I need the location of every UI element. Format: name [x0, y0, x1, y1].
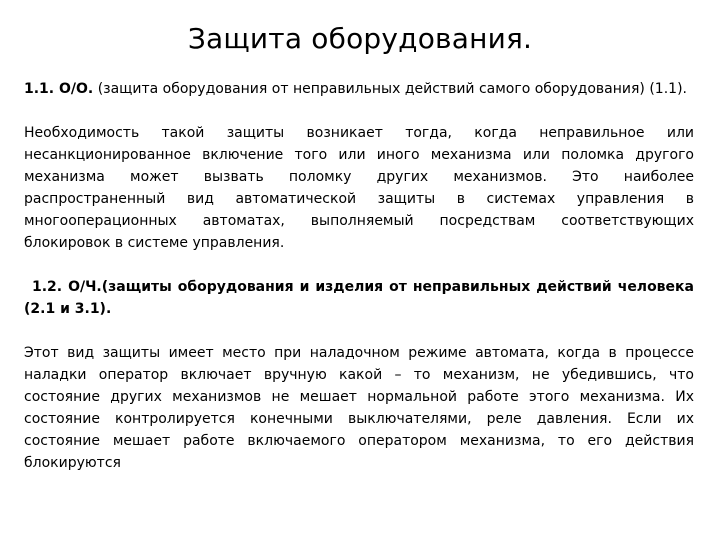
section-1-2-heading: 1.2. О/Ч.(защиты оборудования и изделия от неправильных действий человека (2.1 и 3.1).: [24, 279, 694, 317]
section-1-1-text: (защита оборудования от неправильных действий самого оборудования) (1.1).: [97, 81, 687, 97]
paragraph-1: Необходимость такой защиты возникает тогда, когда неправильное или несанкционированное включение того или иного механизма или поломка другого механизма может вызвать поломку других механизмов. Это наиболее распространенный вид автоматической защиты в системах управления в многооперационных автоматах, выполняемый посредствам соответствующих блокировок в системе управления.: [24, 125, 694, 251]
slide-title: Защита оборудования.: [187, 22, 533, 55]
section-1-1: [24, 78, 694, 100]
section-1-1-label: 1.1. О/О.: [24, 81, 94, 97]
spacer: [24, 100, 694, 122]
spacer: [24, 254, 694, 276]
paragraph-2: Этот вид защиты имеет место при наладочном режиме автомата, когда в процессе наладки оператор включает вручную какой – то механизм, не убедившись, что состояние других механизмов не мешает нормальной работе этого механизма. Их состояние контролируется конечными выключателями, реле давления. Если их состояние мешает работе включаемого оператором механизма, то его действия блокируются: [24, 345, 694, 471]
slide-content: [24, 78, 694, 474]
spacer: [24, 320, 694, 342]
